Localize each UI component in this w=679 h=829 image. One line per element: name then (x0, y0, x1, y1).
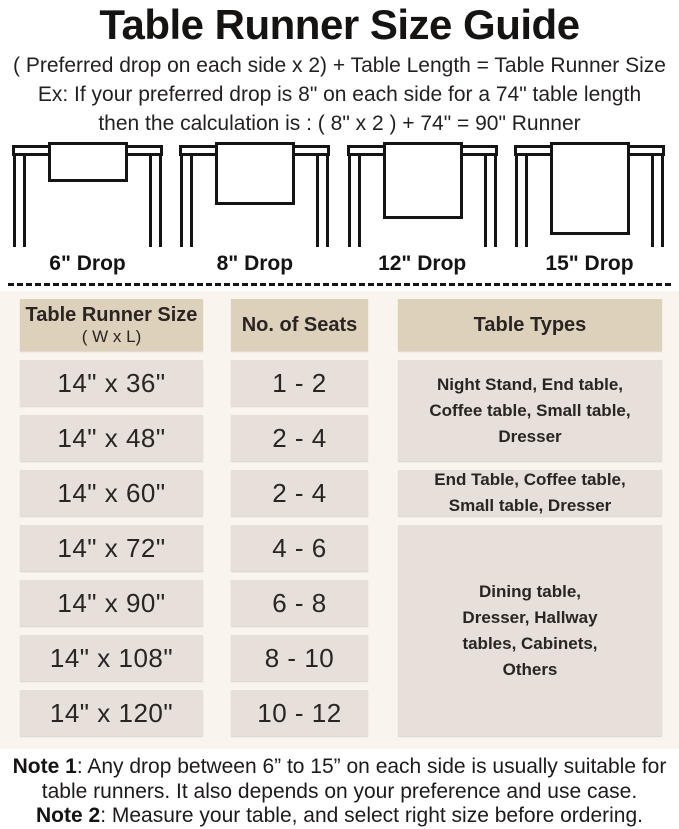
size-cell: 14" x 108" (20, 635, 203, 681)
size-cell: 14" x 120" (20, 690, 203, 736)
table-leg-right (651, 156, 664, 247)
table-leg-left (180, 156, 193, 247)
seats-cell: 4 - 6 (231, 525, 368, 571)
drop-labels-row (0, 252, 679, 276)
table-leg-right (484, 156, 497, 247)
table-figure-12in-drop (347, 141, 498, 247)
size-cell: 14" x 90" (20, 580, 203, 626)
dashed-divider (8, 283, 671, 286)
drop-label-6in: 6" Drop (49, 252, 126, 275)
table-figure-6in-drop (12, 141, 163, 247)
table-types-group-3: Dining table, Dresser, Hallway tables, Cabinets, Others (398, 525, 662, 736)
size-cell: 14" x 60" (20, 470, 203, 516)
table-leg-left (13, 156, 26, 247)
column-runner-size (20, 299, 203, 736)
seats-cell: 8 - 10 (231, 635, 368, 681)
table-figure-8in-drop (179, 141, 330, 247)
header-runner-size-line2: ( W x L) (81, 327, 142, 346)
page-title: Table Runner Size Guide (99, 1, 580, 48)
table-leg-left (515, 156, 528, 247)
size-guide-table (0, 291, 679, 749)
header-table-types: Table Types (398, 299, 662, 351)
table-leg-left (348, 156, 361, 247)
seats-cell: 1 - 2 (231, 360, 368, 406)
column-table-types (398, 299, 662, 736)
example-line-2: then the calculation is : ( 8" x 2 ) + 74" = 90" Runner (98, 112, 581, 135)
seats-cell: 6 - 8 (231, 580, 368, 626)
note-1: Note 1: Any drop between 6” to 15” on each side is usually suitable for table runners. It also depends on your preference and use case. (12, 755, 667, 803)
runner-shape-12in (383, 142, 463, 219)
drop-label-15in: 15" Drop (545, 252, 634, 275)
column-seats (231, 299, 368, 736)
runner-shape-6in (48, 142, 128, 182)
size-cell: 14" x 72" (20, 525, 203, 571)
formula-line: ( Preferred drop on each side x 2) + Table Length = Table Runner Size (13, 54, 666, 77)
drop-label-12in: 12" Drop (378, 252, 467, 275)
header (0, 0, 679, 138)
seats-cell: 2 - 4 (231, 470, 368, 516)
header-runner-size-line1: Table Runner Size (25, 304, 198, 326)
example-line-1: Ex: If your preferred drop is 8" on each side for a 74" table length (37, 83, 642, 106)
runner-shape-15in (550, 142, 630, 235)
drop-diagram (0, 141, 679, 247)
table-types-group-1: Night Stand, End table, Coffee table, Small table, Dresser (398, 360, 662, 461)
notes-section (0, 749, 679, 829)
note-2: Note 2: Measure your table, and select right size before ordering. (36, 804, 643, 827)
runner-shape-8in (215, 142, 295, 205)
table-types-group-2: End Table, Coffee table, Small table, Dresser (398, 470, 662, 516)
table-figure-15in-drop (514, 141, 665, 247)
size-cell: 14" x 48" (20, 415, 203, 461)
table-leg-right (149, 156, 162, 247)
size-cell: 14" x 36" (20, 360, 203, 406)
header-runner-size (20, 299, 203, 351)
header-seats: No. of Seats (231, 299, 368, 351)
drop-label-8in: 8" Drop (216, 252, 294, 275)
table-leg-right (316, 156, 329, 247)
seats-cell: 2 - 4 (231, 415, 368, 461)
seats-cell: 10 - 12 (231, 690, 368, 736)
